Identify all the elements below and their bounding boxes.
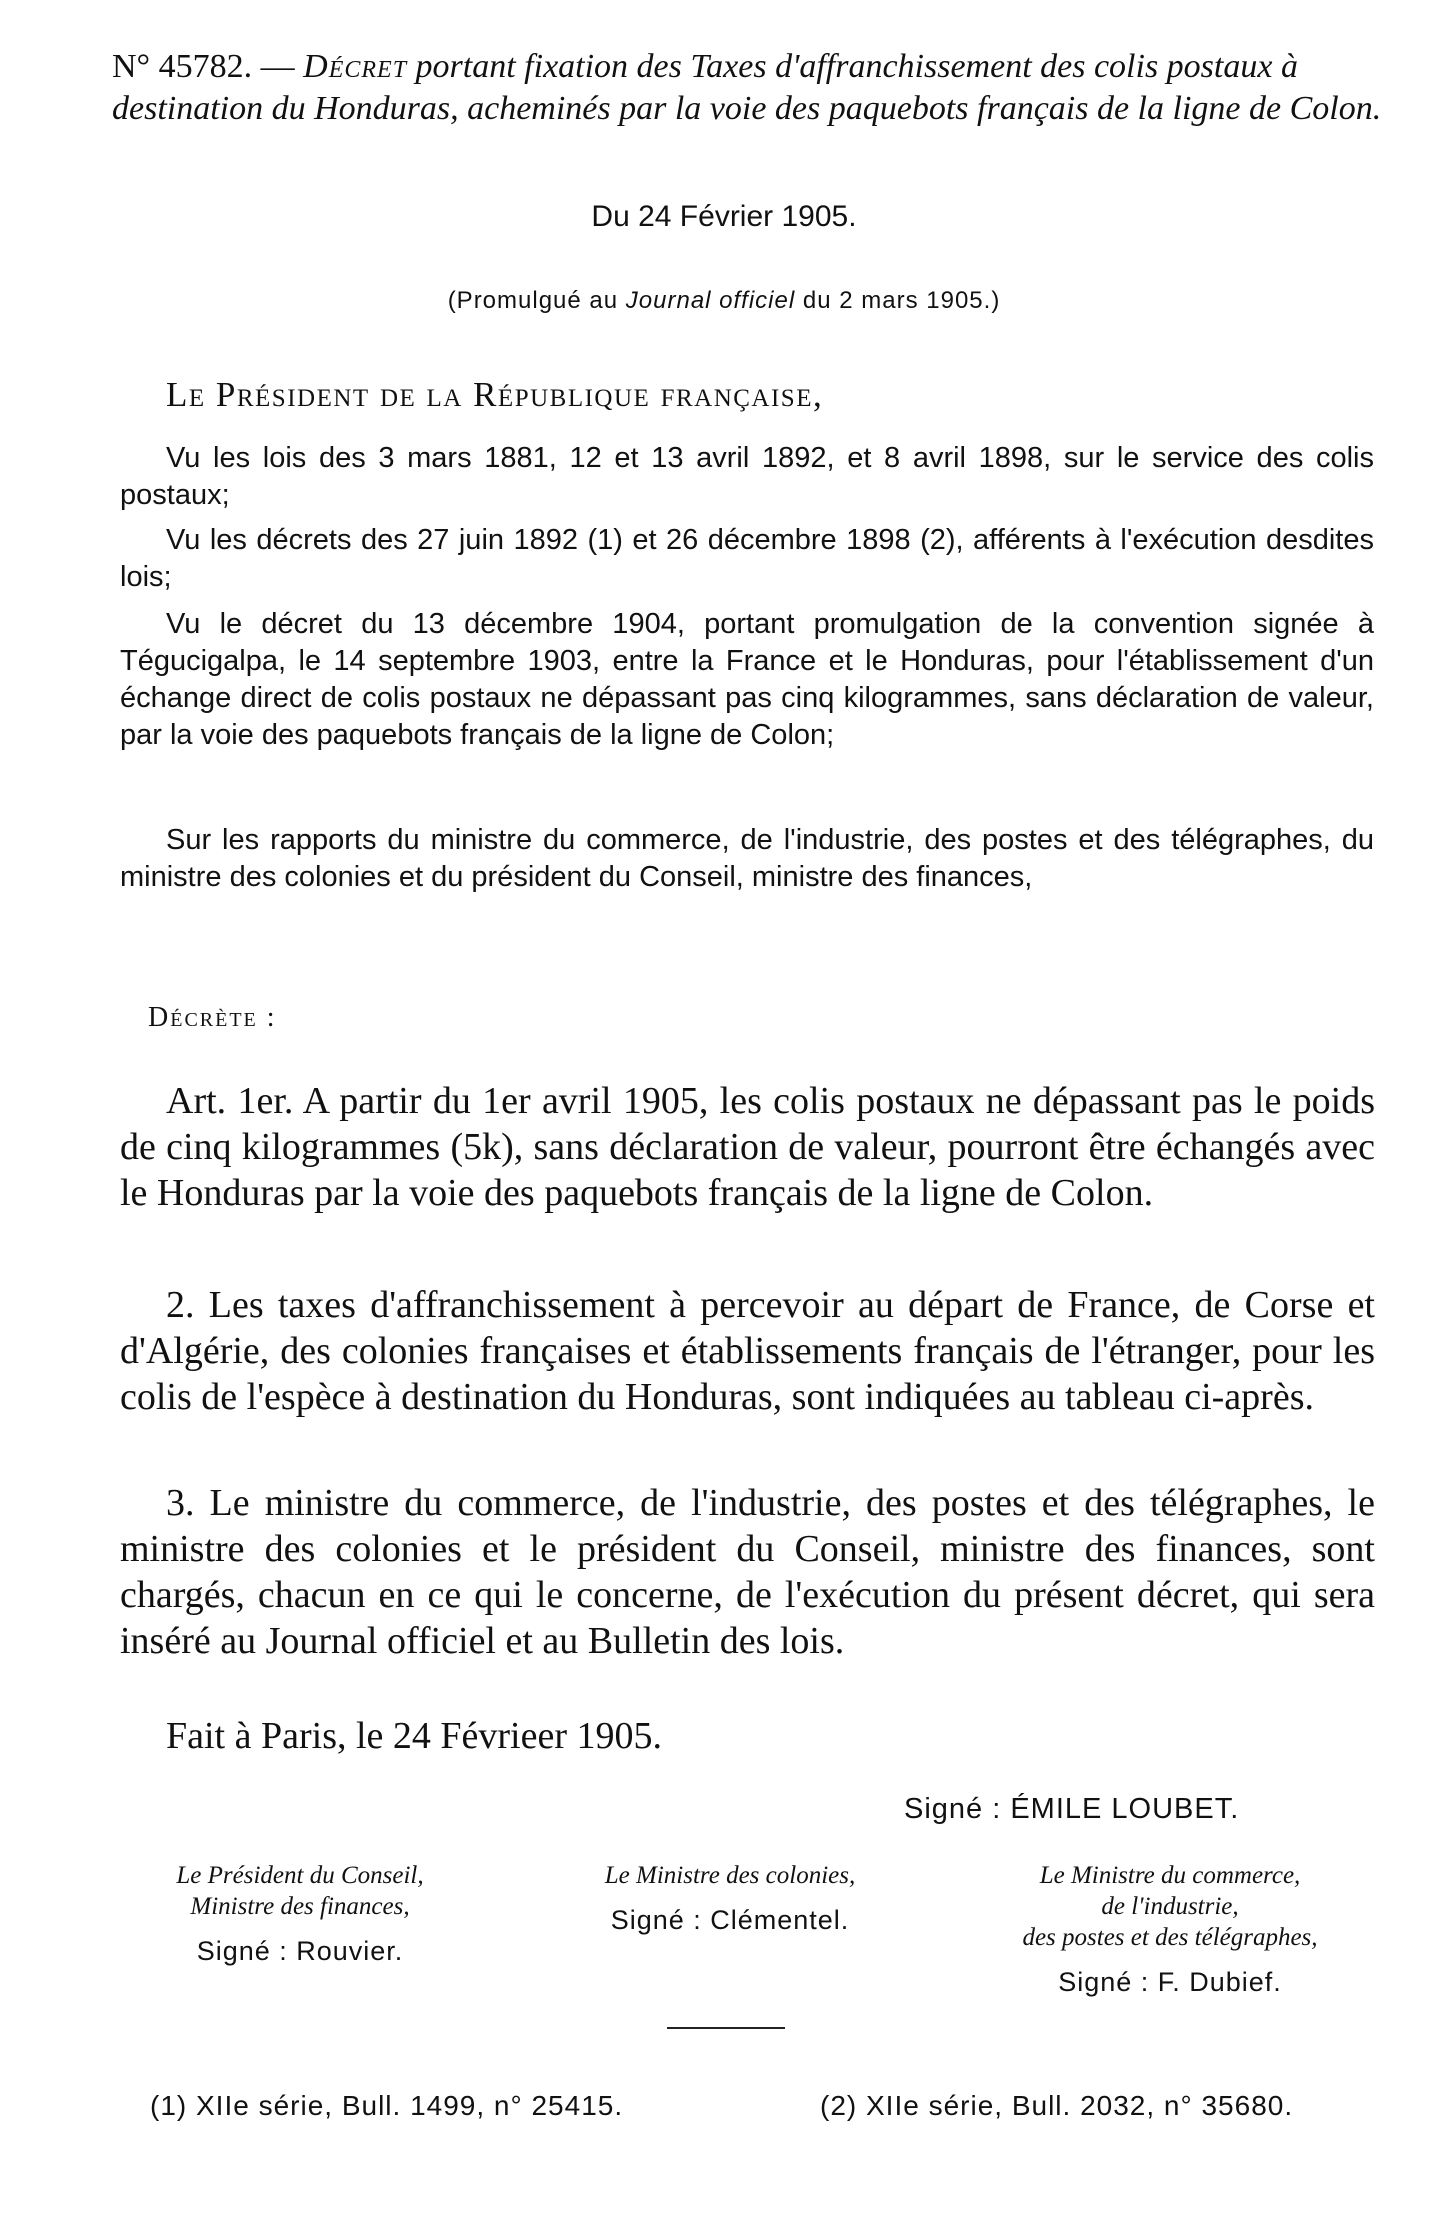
promulgation-journal: Journal officiel [625,287,796,314]
decrete-label: Décrète : [148,1002,277,1033]
decree-title: portant fixation des Taxes d'affranchissement des colis postaux à destination du Honduras, acheminés par la voie des paquebots français de la ligne de Colon. [112,48,1382,127]
signatory-signed: Signé : Clémentel. [610,1905,850,1935]
signatory-minister-colonies [560,1860,900,1936]
promulgation-suffix: du 2 mars 1905.) [802,287,1001,314]
decree-date: Du 24 Février 1905. [591,200,857,233]
article-2: 2. Les taxes d'affranchissement à percevoir au départ de France, de Corse et d'Algérie, des colonies françaises et établissements français de l'étranger, pour les colis de l'espèce à destination du Honduras, sont indiquées au tableau ci-après. [120,1284,1375,1418]
decree-lead: Décret [303,48,408,85]
promulgation-prefix: (Promulgué au [447,287,619,314]
signatory-role-line: Le Ministre du commerce, [1039,1862,1301,1889]
signatory-president-council [130,1860,470,1967]
consideration-2: Vu les décrets des 27 juin 1892 (1) et 26 décembre 1898 (2), afférents à l'exécution desdites lois; [120,524,1374,593]
decree-number: N° 45782. — [112,48,295,85]
consideration-1: Vu les lois des 3 mars 1881, 12 et 13 avril 1892, et 8 avril 1898, sur le service des colis postaux; [120,442,1374,511]
footnote-1: (1) XIIe série, Bull. 1499, n° 25415. [150,2090,624,2121]
president-signature: Signé : ÉMILE LOUBET. [904,1793,1240,1825]
signatory-minister-commerce [975,1860,1365,1998]
signing-place-date: Fait à Paris, le 24 Févrieer 1905. [166,1715,663,1757]
article-1: Art. 1er. A partir du 1er avril 1905, les colis postaux ne dépassant pas le poids de cinq kilogrammes (5k), sans déclaration de valeur, pourront être échangés avec le Honduras par la voie des paquebots français de la ligne de Colon. [120,1080,1375,1214]
signatory-role-line: des postes et des télégraphes, [1022,1924,1318,1951]
article-3: 3. Le ministre du commerce, de l'industrie, des postes et des télégraphes, le ministre des colonies et le président du Conseil, ministre des finances, sont chargés, chacun en ce qui le concerne, de l'exécution du présent décret, qui sera inséré au Journal officiel et au Bulletin des lois. [120,1482,1375,1662]
consideration-3: Vu le décret du 13 décembre 1904, portant promulgation de la convention signée à Tégucigalpa, le 14 septembre 1903, entre la France et le Honduras, pour l'établissement d'un échange direct de colis postaux ne dépassant pas cinq kilogrammes, sans déclaration de valeur, par la voie des paquebots français de la ligne de Colon; [120,608,1374,751]
consideration-4: Sur les rapports du ministre du commerce, de l'industrie, des postes et des télégraphes, du ministre des colonies et du président du Conseil, ministre des finances, [120,824,1374,893]
signatory-role-line: Le Président du Conseil, [176,1862,424,1889]
divider-rule [667,2027,785,2029]
signatory-role-line: Ministre des finances, [190,1893,410,1920]
promulgation-note [0,287,1448,315]
footnote-2: (2) XIIe série, Bull. 2032, n° 35680. [820,2090,1294,2121]
signatory-role-line: de l'industrie, [1101,1893,1239,1920]
signatory-signed: Signé : Rouvier. [196,1936,404,1966]
president-heading: Le Président de la République française, [166,375,824,414]
signatory-signed: Signé : F. Dubief. [1058,1967,1282,1997]
signatory-role-line: Le Ministre des colonies, [604,1862,856,1889]
decree-header [112,46,1382,130]
